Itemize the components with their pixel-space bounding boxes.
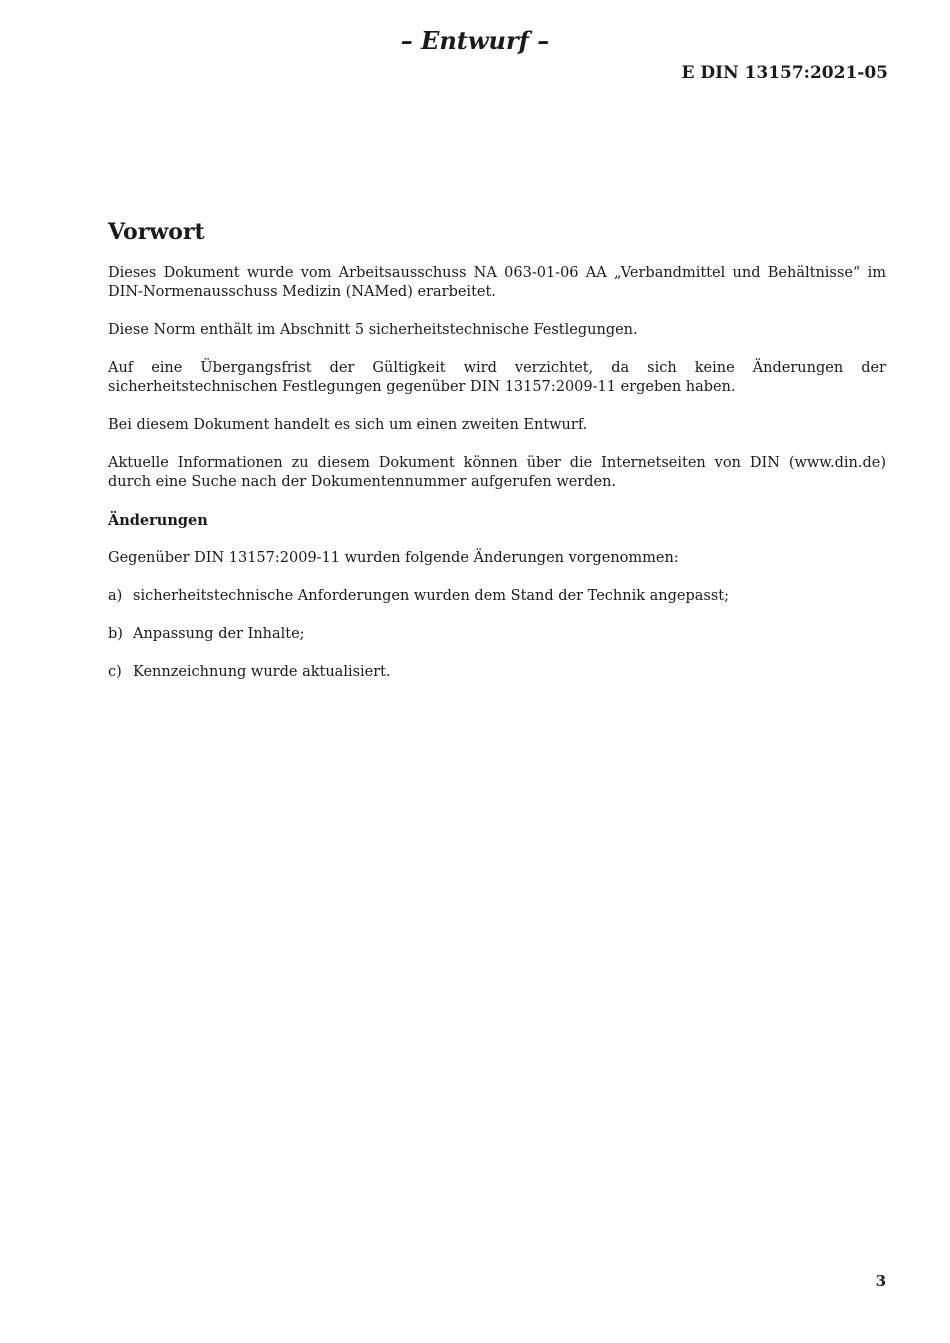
paragraph-transition-period: Auf eine Übergangsfrist der Gültigkeit wird verzichtet, da sich keine Änderungen der sicherheitstechnischen Festlegungen gegenüber DIN 13157:2009-11 ergeben haben. [108,360,886,395]
main-content [108,218,886,701]
list-text: sicherheitstechnische Anforderungen wurden dem Stand der Technik angepasst; [133,588,730,604]
list-marker: c) [108,664,122,680]
paragraph-current-info: Aktuelle Informationen zu diesem Dokument können über die Internetseiten von DIN (www.din.de) durch eine Suche nach der Dokumentennummer aufgerufen werden. [108,455,886,490]
paragraph-safety-specs: Diese Norm enthält im Abschnitt 5 sicherheitstechnische Festlegungen. [108,322,638,338]
changes-intro: Gegenüber DIN 13157:2009-11 wurden folgende Änderungen vorgenommen: [108,550,679,566]
section-title: Vorwort [108,219,205,245]
list-item [108,625,886,644]
document-id: E DIN 13157:2021-05 [681,63,888,83]
list-marker: a) [108,588,123,604]
paragraph-second-draft: Bei diesem Dokument handelt es sich um einen zweiten Entwurf. [108,417,588,433]
list-marker: b) [108,626,123,642]
list-item [108,587,886,606]
draft-banner: – Entwurf – [400,26,550,55]
page-number: 3 [875,1272,886,1290]
list-text: Kennzeichnung wurde aktualisiert. [133,664,391,680]
paragraph-committee: Dieses Dokument wurde vom Arbeitsausschuss NA 063-01-06 AA „Verbandmittel und Behältnisse“ im DIN-Normenausschuss Medizin (NAMed) erarbeitet. [108,265,886,300]
list-text: Anpassung der Inhalte; [133,626,305,642]
list-item [108,663,886,682]
changes-list [108,587,886,682]
changes-heading: Änderungen [108,512,208,529]
